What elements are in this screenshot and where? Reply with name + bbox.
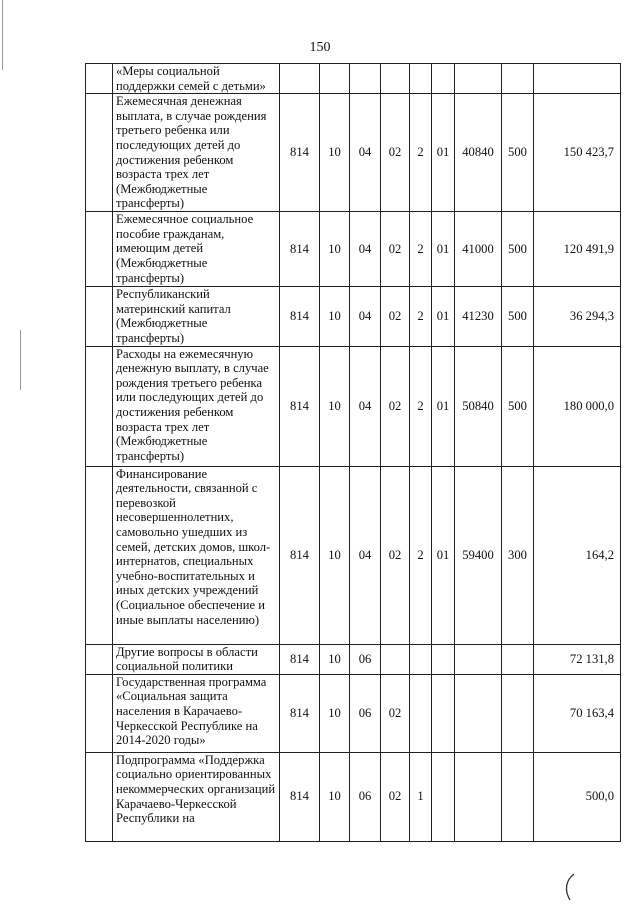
row-name: Другие вопросы в области социальной политики — [113, 644, 280, 674]
target-code-part3 — [432, 674, 455, 752]
index-cell — [86, 64, 113, 94]
row-name: «Меры социальной поддержки семей с детьми» — [113, 64, 280, 94]
table-row — [86, 64, 621, 94]
table-row — [86, 212, 621, 287]
target-code-part2 — [410, 674, 432, 752]
page-number: 150 — [309, 40, 331, 55]
row-name: Ежемесячное социальное пособие гражданам, имеющим детей (Межбюджетные трансферты) — [113, 212, 280, 287]
subsection-code: 06 — [350, 752, 381, 841]
target-code-part4 — [455, 752, 502, 841]
amount — [534, 64, 621, 94]
section-code: 10 — [320, 287, 350, 346]
target-code-part3: 01 — [432, 212, 455, 287]
budget-table — [85, 63, 621, 842]
ministry-code: 814 — [280, 212, 320, 287]
scan-margin-line — [20, 330, 21, 390]
target-code-part1: 02 — [381, 346, 410, 466]
amount: 70 163,4 — [534, 674, 621, 752]
subsection-code — [350, 64, 381, 94]
index-cell — [86, 287, 113, 346]
target-code-part4 — [455, 644, 502, 674]
subsection-code: 04 — [350, 346, 381, 466]
ministry-code: 814 — [280, 466, 320, 644]
subsection-code: 04 — [350, 94, 381, 212]
index-cell — [86, 94, 113, 212]
table-row — [86, 466, 621, 644]
target-code-part2: 2 — [410, 466, 432, 644]
subsection-code: 04 — [350, 466, 381, 644]
ministry-code: 814 — [280, 94, 320, 212]
expense-type-code: 300 — [502, 466, 534, 644]
target-code-part3: 01 — [432, 94, 455, 212]
table-row — [86, 346, 621, 466]
row-name: Государственная программа «Социальная защита населения в Карачаево-Черкесской Республике на 2014-2020 годы» — [113, 674, 280, 752]
target-code-part3: 01 — [432, 346, 455, 466]
target-code-part2 — [410, 644, 432, 674]
target-code-part1: 02 — [381, 287, 410, 346]
target-code-part4: 59400 — [455, 466, 502, 644]
expense-type-code — [502, 674, 534, 752]
amount: 500,0 — [534, 752, 621, 841]
section-code: 10 — [320, 212, 350, 287]
target-code-part4: 40840 — [455, 94, 502, 212]
row-name: Расходы на ежемесячную денежную выплату, в случае рождения третьего ребенка или последующих детей до достижения ребенком возраста трех лет (Межбюджетные трансферты) — [113, 346, 280, 466]
index-cell — [86, 752, 113, 841]
expense-type-code: 500 — [502, 212, 534, 287]
ministry-code — [280, 64, 320, 94]
target-code-part2: 2 — [410, 94, 432, 212]
ministry-code: 814 — [280, 752, 320, 841]
amount: 120 491,9 — [534, 212, 621, 287]
target-code-part3: 01 — [432, 466, 455, 644]
table-row — [86, 644, 621, 674]
amount: 180 000,0 — [534, 346, 621, 466]
row-name: Ежемесячная денежная выплата, в случае рождения третьего ребенка или последующих детей до достижения ребенком возраста трех лет (Межбюджетные трансферты) — [113, 94, 280, 212]
subsection-code: 04 — [350, 212, 381, 287]
expense-type-code — [502, 644, 534, 674]
target-code-part3: 01 — [432, 287, 455, 346]
target-code-part1 — [381, 64, 410, 94]
amount: 72 131,8 — [534, 644, 621, 674]
expense-type-code: 500 — [502, 287, 534, 346]
handwritten-mark-icon — [560, 872, 580, 902]
index-cell — [86, 212, 113, 287]
ministry-code: 814 — [280, 674, 320, 752]
target-code-part4: 50840 — [455, 346, 502, 466]
scan-margin-line — [2, 0, 3, 70]
target-code-part4 — [455, 674, 502, 752]
ministry-code: 814 — [280, 644, 320, 674]
index-cell — [86, 346, 113, 466]
target-code-part1: 02 — [381, 466, 410, 644]
ministry-code: 814 — [280, 287, 320, 346]
subsection-code: 06 — [350, 644, 381, 674]
row-name: Финансирование деятельности, связанной с перевозкой несовершеннолетних, самовольно ушедших из семей, детских домов, школ-интернатов, специальных учебно-воспитательных и иных детских учреждений (Социальное обеспечение и иные выплаты населению) — [113, 466, 280, 644]
subsection-code: 06 — [350, 674, 381, 752]
amount: 36 294,3 — [534, 287, 621, 346]
target-code-part2: 2 — [410, 287, 432, 346]
target-code-part4: 41000 — [455, 212, 502, 287]
table-row — [86, 287, 621, 346]
target-code-part3 — [432, 64, 455, 94]
table-row — [86, 752, 621, 841]
section-code: 10 — [320, 346, 350, 466]
target-code-part4 — [455, 64, 502, 94]
target-code-part1 — [381, 644, 410, 674]
section-code: 10 — [320, 466, 350, 644]
target-code-part1: 02 — [381, 94, 410, 212]
section-code: 10 — [320, 752, 350, 841]
target-code-part1: 02 — [381, 752, 410, 841]
section-code — [320, 64, 350, 94]
table-row — [86, 94, 621, 212]
amount: 150 423,7 — [534, 94, 621, 212]
section-code: 10 — [320, 644, 350, 674]
target-code-part2: 2 — [410, 212, 432, 287]
expense-type-code: 500 — [502, 346, 534, 466]
table-row — [86, 674, 621, 752]
subsection-code: 04 — [350, 287, 381, 346]
target-code-part2: 2 — [410, 346, 432, 466]
target-code-part2: 1 — [410, 752, 432, 841]
section-code: 10 — [320, 94, 350, 212]
target-code-part2 — [410, 64, 432, 94]
index-cell — [86, 644, 113, 674]
row-name: Подпрограмма «Поддержка социально ориентированных некоммерческих организаций Карачаево-Черкесской Республики на — [113, 752, 280, 841]
target-code-part1: 02 — [381, 674, 410, 752]
ministry-code: 814 — [280, 346, 320, 466]
index-cell — [86, 674, 113, 752]
row-name: Республиканский материнский капитал (Межбюджетные трансферты) — [113, 287, 280, 346]
target-code-part3 — [432, 644, 455, 674]
expense-type-code: 500 — [502, 94, 534, 212]
target-code-part1: 02 — [381, 212, 410, 287]
amount: 164,2 — [534, 466, 621, 644]
index-cell — [86, 466, 113, 644]
expense-type-code — [502, 752, 534, 841]
expense-type-code — [502, 64, 534, 94]
target-code-part3 — [432, 752, 455, 841]
target-code-part4: 41230 — [455, 287, 502, 346]
section-code: 10 — [320, 674, 350, 752]
